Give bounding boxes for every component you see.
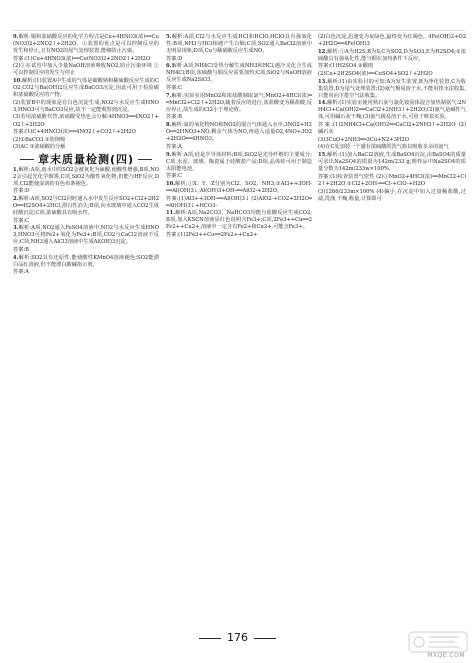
answer-item bbox=[318, 71, 466, 78]
answer-item bbox=[13, 269, 159, 276]
answer-text: 答案:(1)检查装置气密性 (2)①MnO2+4HCl(浓)══MnCl2+Cl2↑+2H2O ②Cl2+2OH-══Cl-+ClO-+H2O bbox=[318, 173, 466, 187]
answer-item bbox=[13, 196, 159, 217]
answer-text: (2)白色沉淀,迅速变为灰绿色,最终变为红褐色。4Fe(OH)2+O2+2H2O══4Fe(OH)3 bbox=[318, 34, 466, 48]
answer-item bbox=[318, 79, 466, 100]
answer-text: 解析:实验室用MnO2和浓盐酸制取氯气,MnO2+4HCl(浓)══MnCl2+Cl2↑+2H2O,随着反应的进行,浓盐酸变为稀盐酸,反应停止,故生成的Cl2小于理论值。 bbox=[166, 92, 312, 113]
answer-item bbox=[13, 247, 159, 254]
question-number: 15. bbox=[318, 152, 328, 159]
answer-text: 解析:铜和浓硝酸反应的化学方程式是Cu+4HNO3(浓)══Cu(NO3)2+2NO2↑+2H2O。①装置的优点是可以控制反应的发生和停止,且有NO2的尾气处理装置,能够防止污染。 bbox=[13, 34, 159, 55]
answer-text: (2)①BaCO3 ②防倒吸 bbox=[13, 136, 66, 143]
answer-item bbox=[13, 100, 159, 114]
answer-text: 答案:C bbox=[166, 85, 183, 92]
question-number: 4. bbox=[13, 254, 19, 261]
answer-text: (3)3CuO+2NH3══3Cu+N2+3H2O bbox=[318, 136, 409, 143]
question-number: 10. bbox=[13, 78, 23, 85]
answer-item bbox=[166, 144, 312, 151]
answer-item bbox=[318, 144, 466, 151]
top-rule bbox=[13, 30, 465, 31]
col2-items bbox=[166, 34, 312, 239]
answer-text: 答案:A bbox=[13, 269, 29, 276]
answer-item bbox=[13, 34, 159, 55]
answer-item bbox=[166, 232, 312, 239]
col1b-items bbox=[13, 167, 159, 277]
answer-item bbox=[166, 93, 312, 114]
answer-text: 答案:(1)C+4HNO3(浓)══4NO2↑+CO2↑+2H2O bbox=[13, 129, 136, 136]
answer-item bbox=[13, 114, 159, 128]
answer-item bbox=[166, 152, 312, 173]
question-number: 9. bbox=[13, 34, 19, 40]
answer-text: 解析:(1)实验室使用熟石灰与氯化铵固体混合加热制氨气:2NH4Cl+Ca(OH)2══CaCl2+2NH3↑+2H2O;(2)氨气是碱性气体,可用碱石灰干燥;(3)氨气极易溶于水,可用于喷泉实验。 bbox=[318, 100, 466, 121]
answer-item bbox=[13, 188, 159, 195]
page-number-rule-right bbox=[254, 638, 276, 639]
answer-item bbox=[166, 56, 312, 63]
answer-item bbox=[13, 167, 159, 188]
answer-item bbox=[13, 56, 159, 63]
answer-item bbox=[13, 129, 159, 136]
answer-text: 答案:C bbox=[166, 173, 183, 180]
question-number: 1. bbox=[13, 166, 19, 173]
column-middle bbox=[166, 34, 312, 240]
answer-text: 答案:(1)H2SO4 ②酸雨 bbox=[318, 63, 374, 70]
answer-text: 解析:氮的氧化物NO和NO2的混合气体通入水中,3NO2+H2O══2HNO3+NO,剩余气体为NO,再通入适量O2,4NO+3O2+2H2O══4HNO3。 bbox=[166, 122, 312, 143]
answer-text: 答案:D bbox=[166, 55, 183, 62]
question-number: 7. bbox=[166, 92, 172, 99]
question-number: 8. bbox=[166, 122, 172, 129]
column-left bbox=[13, 34, 159, 277]
answer-item bbox=[166, 122, 312, 143]
answer-item bbox=[166, 173, 312, 180]
answer-item bbox=[13, 255, 159, 269]
section-title: 章末质量检测(四) bbox=[13, 156, 159, 163]
answer-text: (2)Cu+2H2SO4(浓)══CuSO4+SO2↑+2H2O bbox=[318, 71, 433, 78]
question-number: 5. bbox=[166, 34, 172, 40]
answer-item bbox=[13, 225, 159, 246]
answer-text: (3)1266/233m×100% (4)偏小,在沉淀中加入过量稀盐酸,过滤,洗涤,干燥,称量,计算即可 bbox=[318, 188, 466, 202]
answer-text: 解析:A项,Cl2与水反应生成HCl和HClO,HClO具有强氧化性;B项,NH3与HCl相遇产生白烟;C项,SO2通入BaCl2溶液中无明显现象;D项,Cu与稀硝酸反应生成NO。 bbox=[166, 34, 312, 55]
answer-item bbox=[318, 137, 466, 144]
answer-text: 答案:(1)Cu+4HNO3(浓)══Cu(NO3)2+2NO2↑+2H2O bbox=[13, 55, 151, 62]
answer-item bbox=[166, 85, 312, 92]
answer-text: 答案:B bbox=[166, 114, 182, 121]
answer-text: 解析:A项,NO2通入FeSO4溶液中,NO2与水反应生成HNO3,HNO3可将Fe2+氧化为Fe3+;B项,CO2与CaCl2溶液不反应;C项,NH3通入AlCl3溶液中生成Al(OH)3沉淀。 bbox=[13, 225, 159, 246]
answer-item bbox=[13, 63, 159, 77]
col1-items bbox=[13, 34, 159, 152]
answer-item bbox=[166, 196, 312, 210]
answer-text: 答案:B bbox=[13, 247, 29, 254]
column-right bbox=[318, 34, 466, 203]
answer-text: 解析:①A为H2S,B为S,C为SO2,D为SO3,E为H2SO4;②浓硫酸具有强氧化性,能与铜在加热条件下反应。 bbox=[318, 48, 466, 62]
answer-item bbox=[166, 114, 312, 121]
question-number: 14. bbox=[318, 100, 328, 107]
answer-text: 解析:(1)由实验目的可知:A为发生装置,B为净化装置,C为收集装置,D为尾气处理装置;(2)氨气极易溶于水,不能用排水法收集,只能用向下排空气法收集。 bbox=[318, 78, 466, 99]
answer-text: 解析:A项,NH4Cl受热分解生成NH3和HCl,遇冷又化合生成NH4Cl;B项,浓硫酸与铜反应需要加热;C项,SiO2与NaOH溶液反应生成Na2SiO3。 bbox=[166, 63, 312, 84]
answer-item bbox=[13, 78, 159, 99]
answer-text: 解析:(1)装置A中生成的气体是碳酸钠和稀硫酸反应生成的CO2,CO2与Ba(OH)2反应生成BaCO3沉淀,因此可用于检验碳和浓硝酸反应的产物。 bbox=[13, 78, 159, 99]
answer-text: 答案:A bbox=[166, 143, 182, 150]
answer-text: (2)①在试管中加入少量NaOH溶液吸收NO2,防止污染环境 ②可以控制反应的发生与停止 bbox=[13, 63, 159, 77]
answer-item bbox=[318, 100, 466, 121]
question-number: 3. bbox=[13, 225, 19, 232]
answer-item bbox=[166, 210, 312, 231]
page-number-rule-left bbox=[199, 638, 221, 639]
question-number: 6. bbox=[166, 63, 172, 70]
answer-item bbox=[318, 122, 466, 136]
answer-item bbox=[13, 218, 159, 225]
col3-items bbox=[318, 34, 466, 203]
answer-text: 答案:(1)2Fe3++Cu══2Fe2++Cu2+ bbox=[166, 231, 258, 238]
answer-text: (3)AC ③浓硝酸的分解 bbox=[13, 144, 66, 151]
answer-item bbox=[318, 174, 466, 188]
question-number: 2. bbox=[13, 195, 19, 202]
answer-item bbox=[13, 137, 159, 144]
answer-text: 解析:(1)加入BaCl2溶液,生成BaSO4沉淀,由BaSO4的质量可求出Na2SO4的质量为142m/233 g,则样品中Na2SO4的质量分数为142m/233w×100%。 bbox=[318, 152, 466, 173]
answer-text: 答案:(1)Al3++3OH-══Al(OH)3↓ (2)AlO2-+CO2+2H2O══Al(OH)3↓+HCO3- bbox=[166, 195, 312, 209]
answer-item bbox=[318, 189, 466, 203]
question-number: 12. bbox=[318, 48, 328, 55]
page-number: 176 bbox=[227, 631, 248, 644]
answer-text: (2)装置B中的现象是有白色沉淀生成,NO2与水反应生成HNO3,HNO3可与BaCO3反应,故不一定能观察到沉淀。 bbox=[13, 99, 159, 113]
question-number: 13. bbox=[318, 78, 328, 85]
answer-item bbox=[166, 34, 312, 55]
question-number: 10. bbox=[166, 180, 176, 187]
question-number: 9. bbox=[166, 151, 172, 158]
answer-text: 解析:SO2具有还原性,能使酸性KMnO4溶液褪色;SO2能漂白品红溶液,但不能漂白酸碱指示剂。 bbox=[13, 254, 159, 268]
page-number-row bbox=[0, 631, 475, 644]
answer-item bbox=[13, 144, 159, 151]
question-number: 11. bbox=[166, 210, 176, 217]
answer-item bbox=[318, 63, 466, 70]
answer-text: 答案:(1)2NH4Cl+Ca(OH)2══CaCl2+2NH3↑+2H2O (2)碱石灰 bbox=[318, 122, 466, 136]
answer-text: 解析:①X、Y、Z分别为Cl2、SO2、NH3;②Al3++3OH-══Al(OH)3↓;Al(OH)3+OH-══AlO2-+2H2O。 bbox=[166, 180, 312, 194]
answer-item bbox=[318, 34, 466, 48]
answer-text: 解析:A项,SO2与Cl2同时通入水中发生反应SO2+Cl2+2H2O══H2SO4+2HCl,漂白性消失;B项,向水玻璃中通入CO2生成硅酸沉淀;C项,浓硫酸具有吸水性。 bbox=[13, 195, 159, 217]
answer-text: 解析:A项,硅是半导体材料;B项,SiO2是光导纤维的主要成分;C项,水泥、玻璃、陶瓷属于硅酸盐产品;D项,晶体硅可用于制造太阳能电池。 bbox=[166, 151, 312, 172]
answer-text: (3)若用浓硝酸代替,浓硝酸受热也会分解:4HNO3══4NO2↑+O2↑+2H2O bbox=[13, 114, 159, 128]
answer-item bbox=[318, 152, 466, 173]
answer-text: 答案:C bbox=[13, 217, 30, 224]
answer-text: (4)在C处加装一个盛有浓硫酸的洗气瓶以吸收多余的氨气 bbox=[318, 144, 449, 151]
answer-text: 解析:A项,雨水中的SO2会被氧化为硫酸,使酸性增强,B项,NO2会引起光化学烟雾,C项,SiO2为酸性氧化物,但能与HF反应,D项,Cl2能使湿润的有色布条褪色。 bbox=[13, 166, 159, 187]
answer-text: 解析:A项,Na2CO3、NaHCO3均能与盐酸反应生成CO2;B项,加入KSCN溶液显红色说明含Fe3+;C项,2Fe3++Cu══2Fe2++Cu2+,溶液中一定含有Fe2+和Cu2+,可能含Fe3+。 bbox=[166, 210, 312, 231]
answer-item bbox=[166, 181, 312, 195]
watermark-text: MXQE.COM bbox=[427, 652, 465, 659]
answer-item bbox=[166, 63, 312, 84]
answer-text: 答案:D bbox=[13, 188, 30, 195]
answer-item bbox=[318, 49, 466, 63]
